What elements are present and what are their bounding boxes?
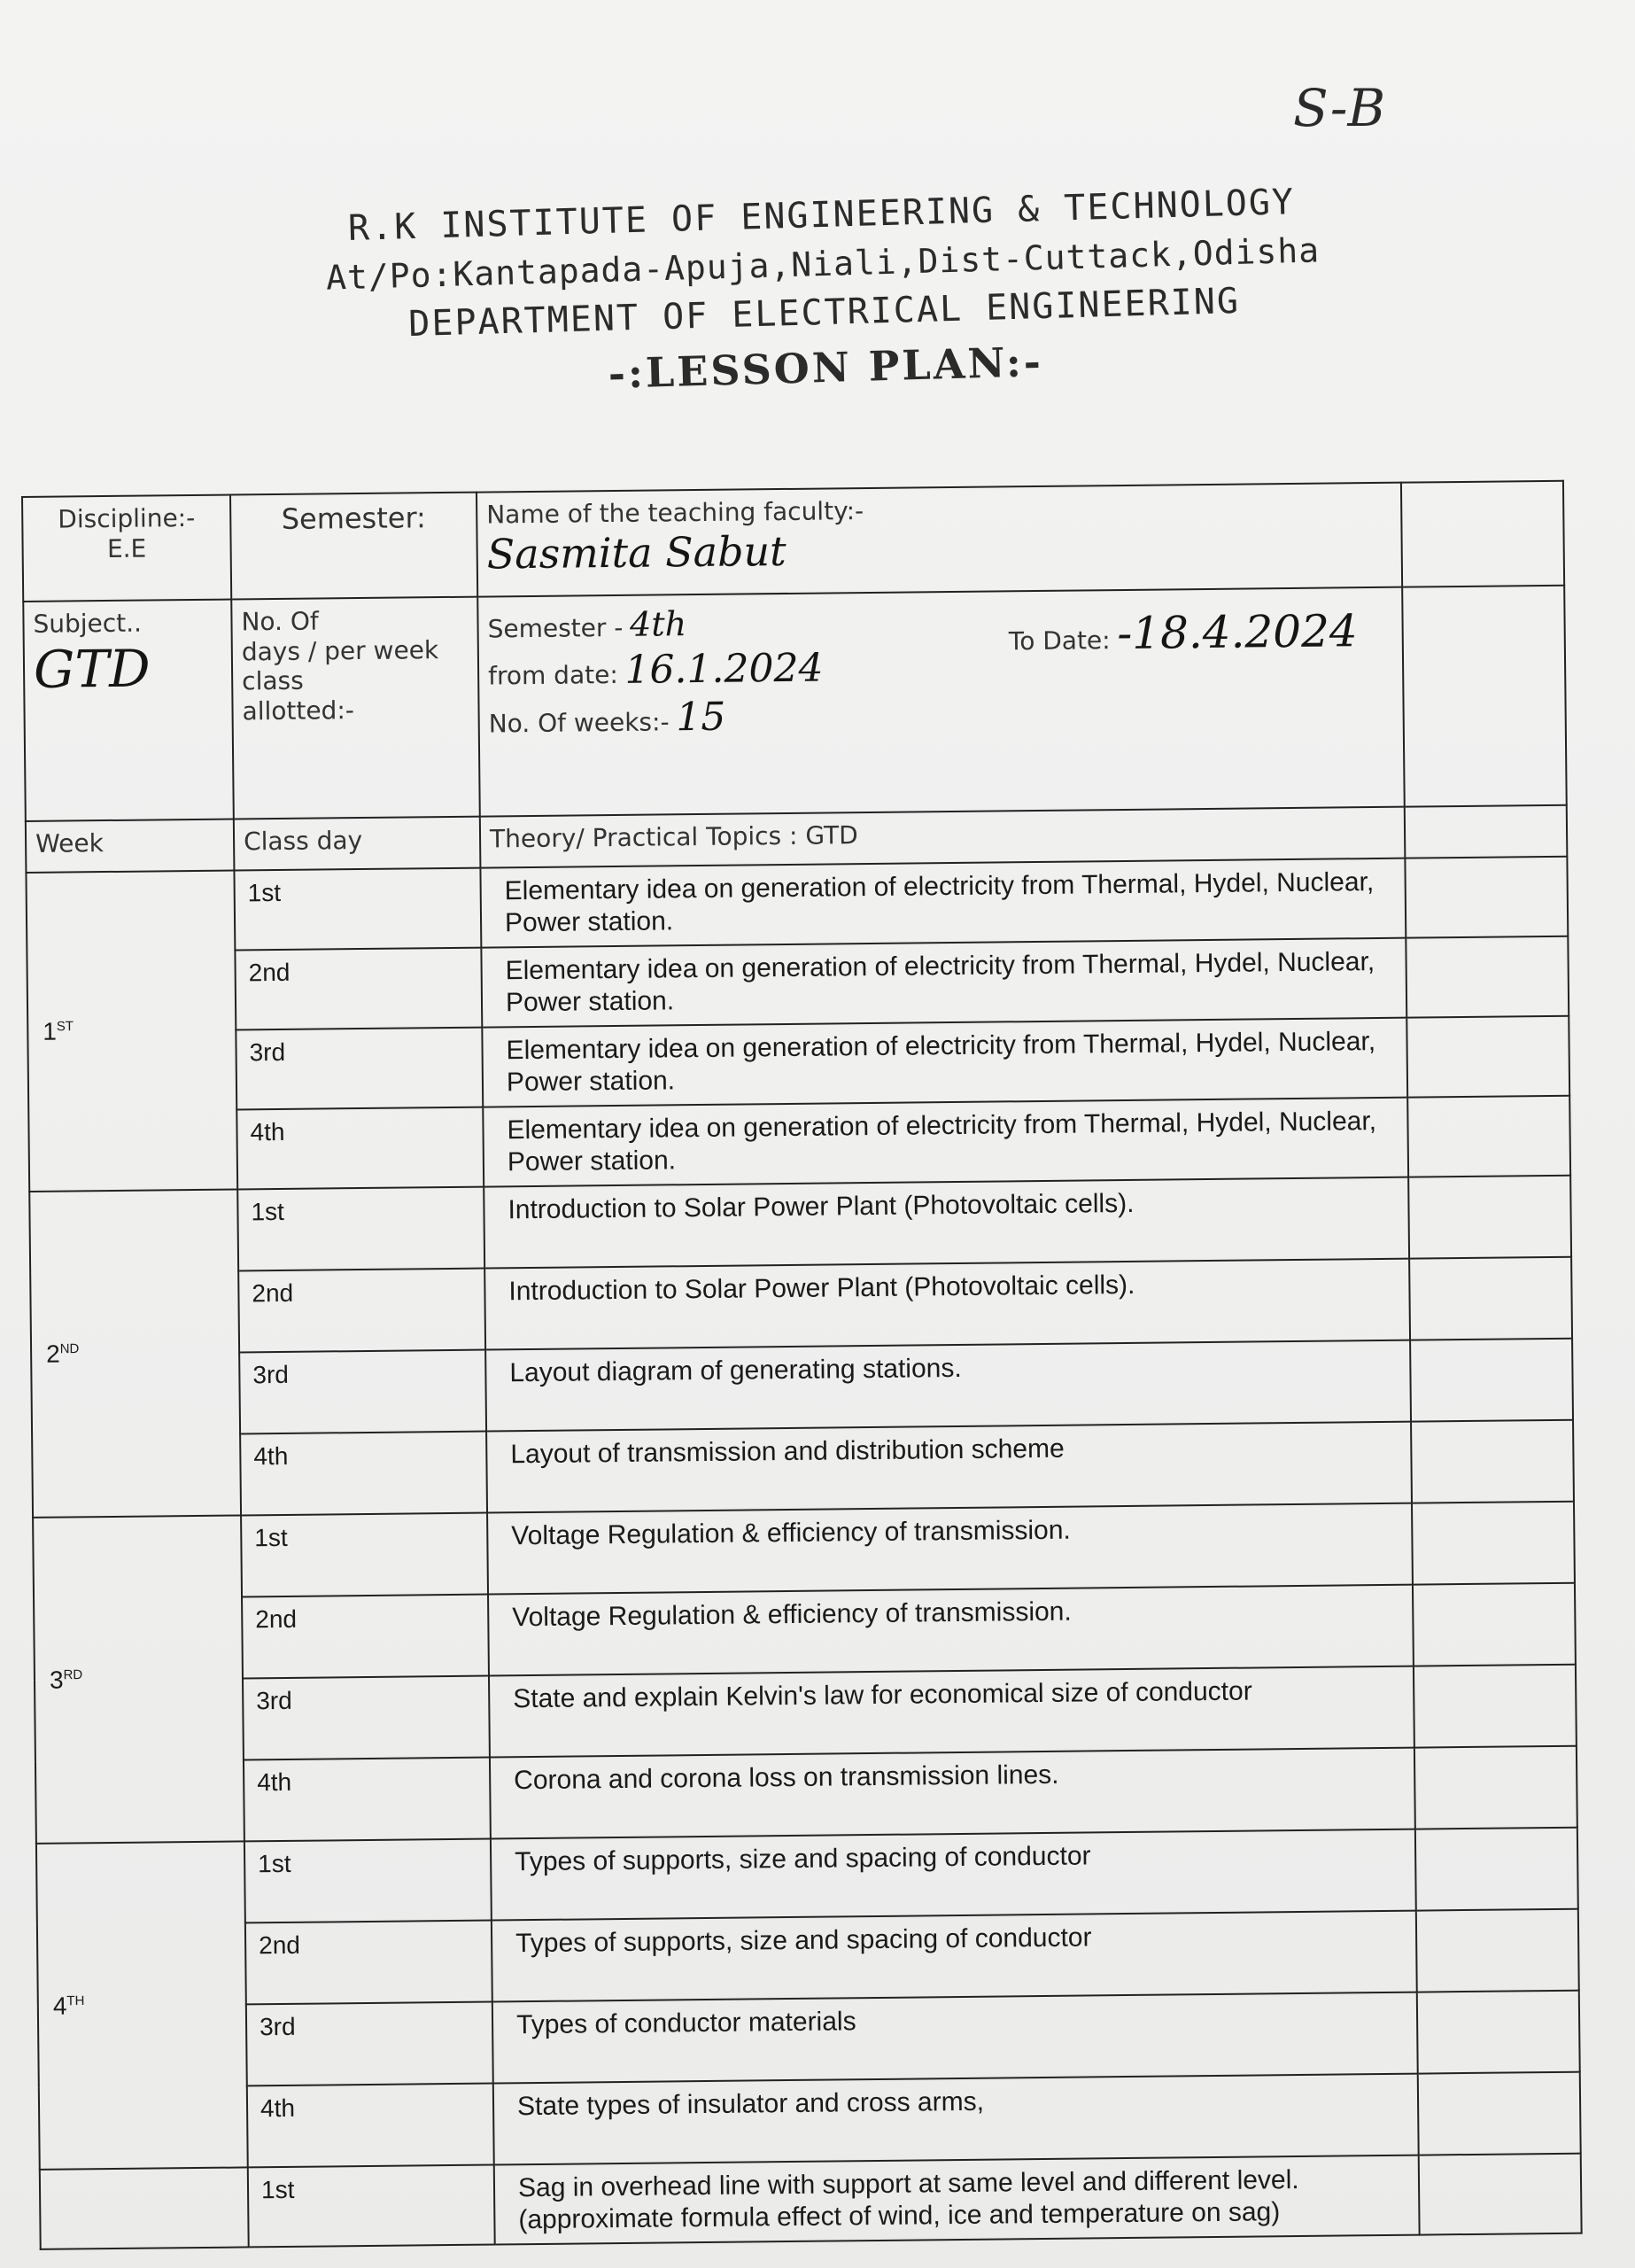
weeks-label: No. Of weeks:- xyxy=(488,707,670,739)
blank-cell xyxy=(1415,1828,1578,1911)
document-header xyxy=(298,181,1349,407)
week-label: 4 xyxy=(52,1992,67,2020)
days-label-4: allotted:- xyxy=(242,695,355,726)
semester-dates-cell xyxy=(477,587,1405,817)
discipline-value: E.E xyxy=(106,533,147,563)
table-row xyxy=(33,1502,1575,1599)
blank-cell xyxy=(1417,1991,1580,2074)
table-row xyxy=(39,2072,1581,2170)
faculty-value: Sasmita Sabut xyxy=(486,526,787,579)
semester-cell xyxy=(230,493,477,600)
weeks-value: 15 xyxy=(676,695,726,741)
info-row-1 xyxy=(22,481,1564,602)
topic-cell: Elementary idea on generation of electricity from Thermal, Hydel, Nuclear, Power station. xyxy=(483,1098,1408,1187)
lesson-plan-table xyxy=(21,480,1583,2250)
subject-label: Subject.. xyxy=(33,608,143,639)
department-name: DEPARTMENT OF ELECTRICAL ENGINEERING xyxy=(407,280,1241,346)
table-row xyxy=(37,1909,1579,2007)
blank-cell xyxy=(1419,2154,1582,2235)
blank-cell xyxy=(1411,1420,1574,1503)
week-suffix: ST xyxy=(56,1019,74,1035)
days-label-2: days / per week xyxy=(241,634,439,666)
blank-cell xyxy=(1409,1257,1572,1340)
blank-cell xyxy=(1406,936,1569,1018)
from-date-value: 16.1.2024 xyxy=(624,645,824,693)
table-row xyxy=(31,1339,1573,1436)
blank-cell xyxy=(1402,586,1567,807)
to-date-value: -18.4.2024 xyxy=(1117,605,1358,660)
dates-layout xyxy=(487,595,1394,746)
week-label: 1 xyxy=(43,1017,58,1045)
week-suffix: RD xyxy=(63,1667,83,1683)
week-cell xyxy=(33,1515,244,1843)
blank-cell xyxy=(1405,805,1568,858)
week-column-header: Week xyxy=(26,819,235,873)
to-date-label: To Date: xyxy=(1008,625,1111,656)
class-day-cell: 4th xyxy=(240,1432,487,1516)
topic-cell: Voltage Regulation & efficiency of transmission. xyxy=(487,1503,1413,1595)
days-label-3: class xyxy=(242,665,304,696)
semester-line xyxy=(487,603,823,648)
topic-cell: Elementary idea on generation of electricity from Thermal, Hydel, Nuclear, Power station. xyxy=(481,938,1406,1028)
table-row xyxy=(38,1991,1580,2088)
class-day-cell: 2nd xyxy=(242,1595,489,1679)
week-label: 3 xyxy=(49,1666,64,1694)
class-day-cell: 4th xyxy=(236,1107,484,1190)
class-day-cell: 1st xyxy=(248,2165,495,2248)
week-cell xyxy=(40,2167,249,2249)
institute-name: R.K INSTITUTE OF ENGINEERING & TECHNOLOGY xyxy=(347,182,1296,249)
topic-cell: Sag in overhead line with support at same level and different level. (approximate formula effect of wind, ice and temperature on sag) xyxy=(494,2155,1420,2245)
blank-cell xyxy=(1416,1909,1579,1992)
topic-cell: Corona and corona loss on transmission lines. xyxy=(490,1748,1415,1839)
subject-value: GTD xyxy=(33,638,151,700)
table-row xyxy=(29,1176,1571,1273)
semester-label: Semester: xyxy=(281,501,427,536)
page-id-mark: S-B xyxy=(1293,78,1386,138)
week-suffix: ND xyxy=(59,1341,80,1357)
class-day-cell: 2nd xyxy=(238,1269,485,1353)
topic-cell: State types of insulator and cross arms, xyxy=(493,2074,1419,2165)
document-title: -:LESSON PLAN:- xyxy=(608,338,1044,398)
topic-cell: Voltage Regulation & efficiency of transmission. xyxy=(488,1585,1414,1676)
blank-cell xyxy=(1413,1583,1576,1666)
faculty-label: Name of the teaching faculty:- xyxy=(486,496,864,530)
class-day-cell: 1st xyxy=(244,1839,492,1923)
faculty-cell xyxy=(477,483,1402,597)
topic-cell: Elementary idea on generation of electricity from Thermal, Hydel, Nuclear, Power station. xyxy=(482,1018,1407,1107)
week-suffix: TH xyxy=(66,1993,85,2009)
from-date-line xyxy=(488,645,824,695)
class-day-cell: 3rd xyxy=(239,1350,486,1434)
topics-column-header: Theory/ Practical Topics : GTD xyxy=(480,807,1406,868)
days-label-1: No. Of xyxy=(241,606,319,637)
class-day-cell: 2nd xyxy=(245,1921,492,2005)
days-cell xyxy=(231,597,480,819)
to-date-block xyxy=(1008,604,1357,661)
class-day-cell: 2nd xyxy=(235,948,482,1030)
topic-cell: Layout diagram of generating stations. xyxy=(485,1340,1411,1432)
blank-cell xyxy=(1410,1339,1573,1422)
info-row-2 xyxy=(23,586,1567,821)
blank-cell xyxy=(1405,857,1568,938)
institute-address: At/Po:Kantapada-Apuja,Niali,Dist-Cuttack,Odisha xyxy=(325,230,1321,298)
topic-cell: Introduction to Solar Power Plant (Photovoltaic cells). xyxy=(484,1177,1409,1269)
class-day-column-header: Class day xyxy=(234,817,481,871)
semester-block xyxy=(487,602,824,746)
class-day-cell: 1st xyxy=(241,1513,488,1597)
topic-cell: Elementary idea on generation of electricity from Thermal, Hydel, Nuclear, Power station. xyxy=(480,858,1406,948)
blank-cell xyxy=(1412,1502,1575,1585)
discipline-cell xyxy=(22,495,231,602)
class-day-cell: 4th xyxy=(244,1758,491,1842)
table-row xyxy=(35,1746,1577,1844)
topic-cell: Types of supports, size and spacing of conductor xyxy=(491,1829,1416,1921)
lesson-plan-table-wrap xyxy=(21,480,1579,2235)
table-row xyxy=(40,2154,1582,2249)
class-day-cell: 1st xyxy=(237,1187,484,1271)
topic-cell: Types of supports, size and spacing of conductor xyxy=(492,1911,1417,2002)
blank-cell xyxy=(1418,2072,1581,2155)
topic-cell: Introduction to Solar Power Plant (Photovoltaic cells). xyxy=(484,1259,1410,1350)
weeks-line xyxy=(488,694,824,744)
from-date-label: from date: xyxy=(487,659,618,691)
table-row xyxy=(34,1583,1576,1681)
topic-cell: State and explain Kelvin's law for economical size of conductor xyxy=(489,1666,1414,1758)
discipline-label: Discipline:- xyxy=(58,502,196,534)
blank-cell xyxy=(1414,1665,1577,1748)
week-cell xyxy=(36,1841,248,2169)
table-row xyxy=(32,1420,1574,1518)
topic-cell: Types of conductor materials xyxy=(492,1992,1418,2084)
class-day-cell: 3rd xyxy=(236,1028,483,1110)
week-cell xyxy=(29,1189,241,1517)
class-day-cell: 3rd xyxy=(246,2002,493,2086)
blank-cell xyxy=(1407,1096,1570,1177)
week-cell xyxy=(26,871,237,1192)
table-row xyxy=(35,1665,1577,1762)
table-row xyxy=(30,1257,1572,1355)
table-row xyxy=(36,1828,1578,1925)
semester2-label: Semester - xyxy=(487,612,624,644)
blank-cell xyxy=(1414,1746,1577,1829)
semester2-value: 4th xyxy=(629,604,687,644)
blank-cell xyxy=(1406,1016,1569,1098)
subject-cell xyxy=(23,600,234,821)
blank-cell xyxy=(1401,481,1564,587)
blank-cell xyxy=(1408,1176,1571,1259)
week-label: 2 xyxy=(45,1340,60,1368)
class-day-cell: 4th xyxy=(247,2084,494,2168)
class-day-cell: 1st xyxy=(234,868,481,951)
class-day-cell: 3rd xyxy=(243,1676,490,1760)
topic-cell: Layout of transmission and distribution scheme xyxy=(486,1422,1412,1513)
